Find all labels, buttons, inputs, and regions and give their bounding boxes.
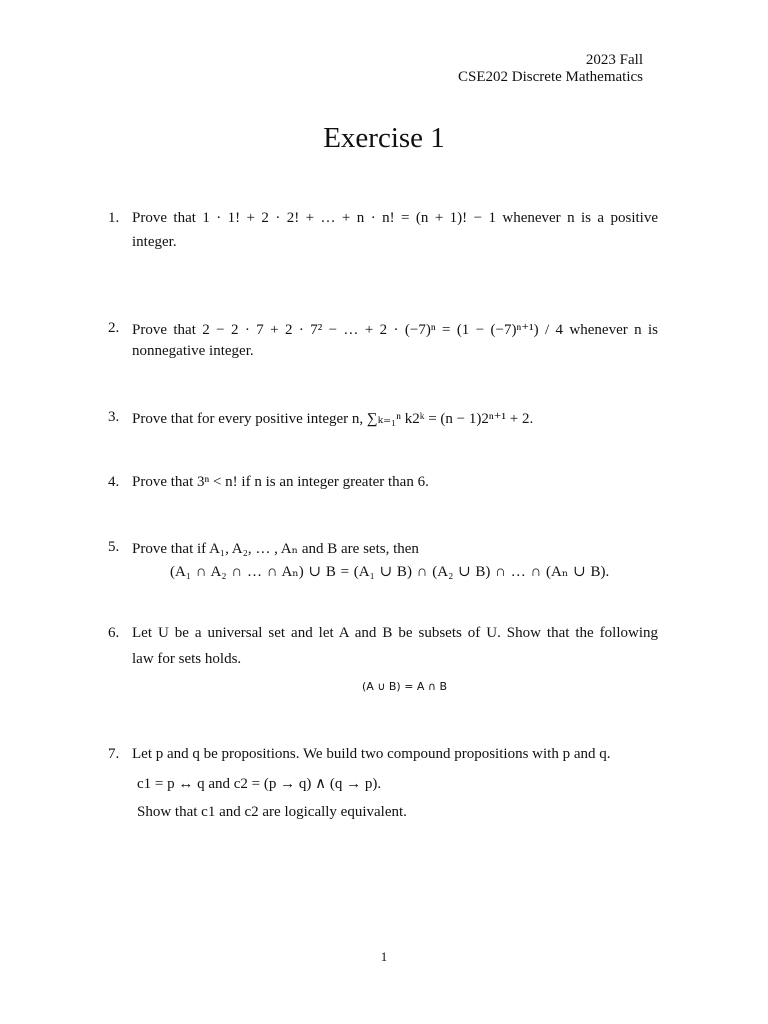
problem-6-formula: (A ∪ B) = A ∩ B [362,680,448,693]
problem-6-text-line-2: law for sets holds. [132,651,242,667]
problem-5-text-line-1: Prove that if A₁, A₂, … , Aₙ and B are sets, then [132,541,419,557]
problem-1-text-line-1: Prove that 1 · 1! + 2 · 2! + … + n · n! = (n + 1)! − 1 whenever n is a positive [132,210,658,226]
problem-7-text-line-3: Show that c1 and c2 are logically equivalent. [137,804,407,820]
problem-5-number: 5. [108,539,120,555]
problem-4-number: 4. [108,474,120,490]
problem-1-text-line-2: integer. [132,234,177,250]
problem-7-text-line-2: c1 = p ↔ q and c2 = (p → q) ∧ (q → p). [137,776,382,792]
problem-6-number: 6. [108,625,120,641]
problem-5-formula: (A₁ ∩ A₂ ∩ … ∩ Aₙ) ∪ B = (A₁ ∪ B) ∩ (A₂ ∪ B) ∩ … ∩ (Aₙ ∪ B). [170,564,610,580]
problem-2-text-line-1: Prove that 2 − 2 · 7 + 2 · 7² − … + 2 · (−7)ⁿ = (1 − (−7)ⁿ⁺¹) / 4 whenever n is [132,322,658,338]
problem-1-number: 1. [108,210,120,226]
problem-3-number: 3. [108,409,120,425]
page-title: Exercise 1 [323,122,445,154]
problem-2-text-line-2: nonnegative integer. [132,343,254,359]
problem-2-number: 2. [108,320,120,336]
problem-6-text-line-1: Let U be a universal set and let A and B be subsets of U. Show that the following [132,625,658,641]
problem-4-text: Prove that 3ⁿ < n! if n is an integer greater than 6. [132,474,429,490]
problem-3-text: Prove that for every positive integer n, ∑ₖ₌₁ⁿ k2ᵏ = (n − 1)2ⁿ⁺¹ + 2. [132,411,534,427]
problem-7-number: 7. [108,746,120,762]
header-term: 2023 Fall [585,52,643,68]
header-course: CSE202 Discrete Mathematics [458,69,643,85]
problem-7-text-line-1: Let p and q be propositions. We build two compound propositions with p and q. [132,746,611,762]
page-number: 1 [380,949,388,964]
